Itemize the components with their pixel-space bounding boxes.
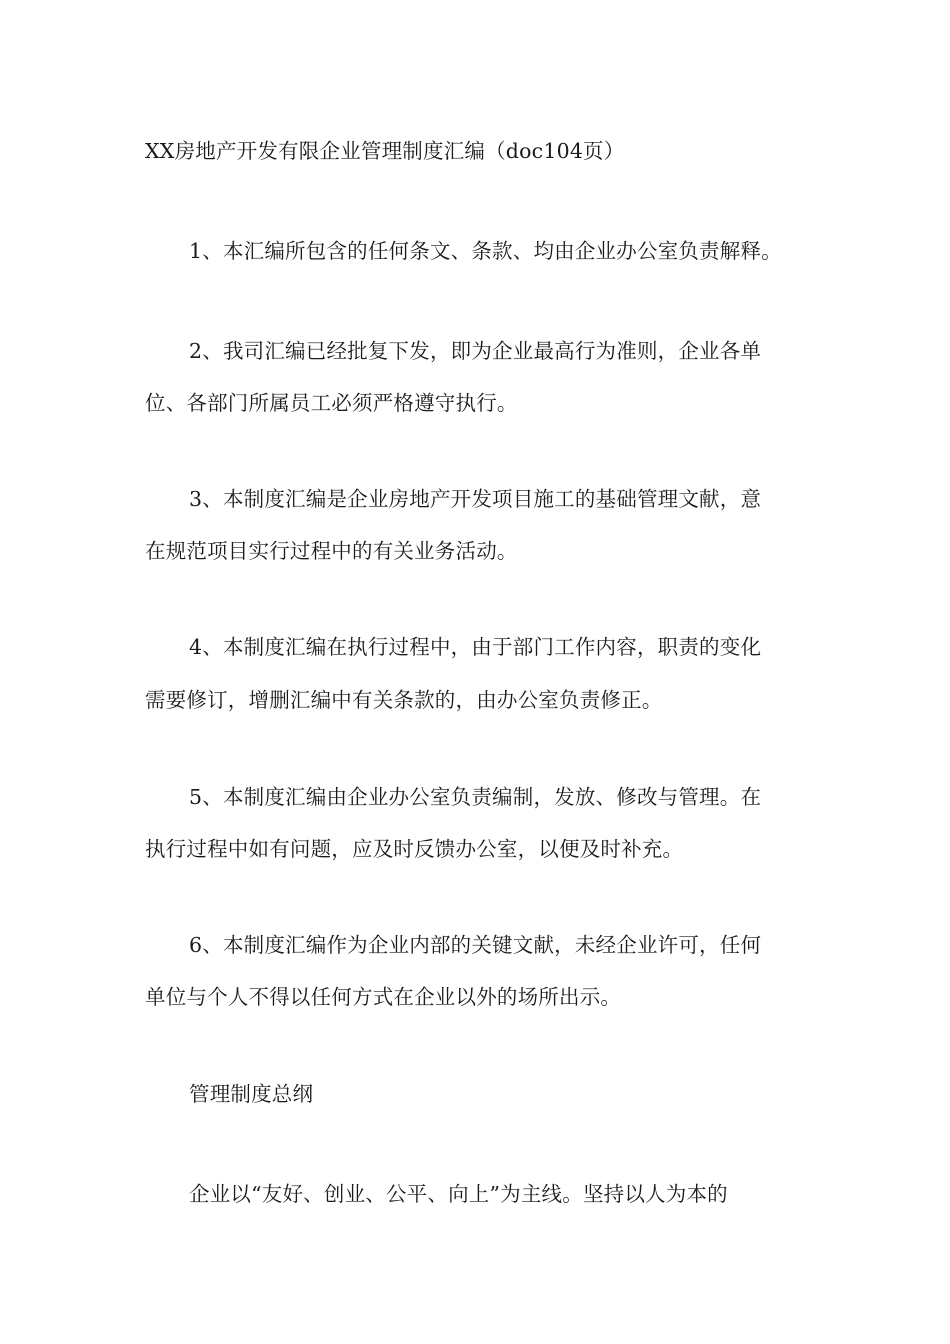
document-title: XX房地产开发有限企业管理制度汇编（doc104页）: [145, 139, 625, 163]
paragraph-5-line-2: 执行过程中如有问题，应及时反馈办公室，以便及时补充。: [145, 837, 684, 861]
paragraph-6-line-1: 6、本制度汇编作为企业内部的关键文献，未经企业许可，任何: [189, 933, 762, 957]
paragraph-4-line-1: 4、本制度汇编在执行过程中，由于部门工作内容，职责的变化: [189, 635, 762, 659]
paragraph-2-line-2: 位、各部门所属员工必须严格遵守执行。: [145, 391, 518, 415]
closing-paragraph-line-1: 企业以“友好、创业、公平、向上”为主线。坚持以人为本的: [189, 1182, 728, 1206]
paragraph-5-line-1: 5、本制度汇编由企业办公室负责编制，发放、修改与管理。在: [189, 785, 762, 809]
paragraph-3-line-2: 在规范项目实行过程中的有关业务活动。: [145, 539, 518, 563]
paragraph-3-line-1: 3、本制度汇编是企业房地产开发项目施工的基础管理文献，意: [189, 487, 762, 511]
paragraph-1-line-1: 1、本汇编所包含的任何条文、条款、均由企业办公室负责解释。: [189, 239, 782, 263]
paragraph-4-line-2: 需要修订，增删汇编中有关条款的，由办公室负责修正。: [145, 688, 663, 712]
paragraph-6-line-2: 单位与个人不得以任何方式在企业以外的场所出示。: [145, 985, 622, 1009]
paragraph-2-line-1: 2、我司汇编已经批复下发，即为企业最高行为准则，企业各单: [189, 339, 762, 363]
section-heading: 管理制度总纲: [189, 1082, 314, 1106]
